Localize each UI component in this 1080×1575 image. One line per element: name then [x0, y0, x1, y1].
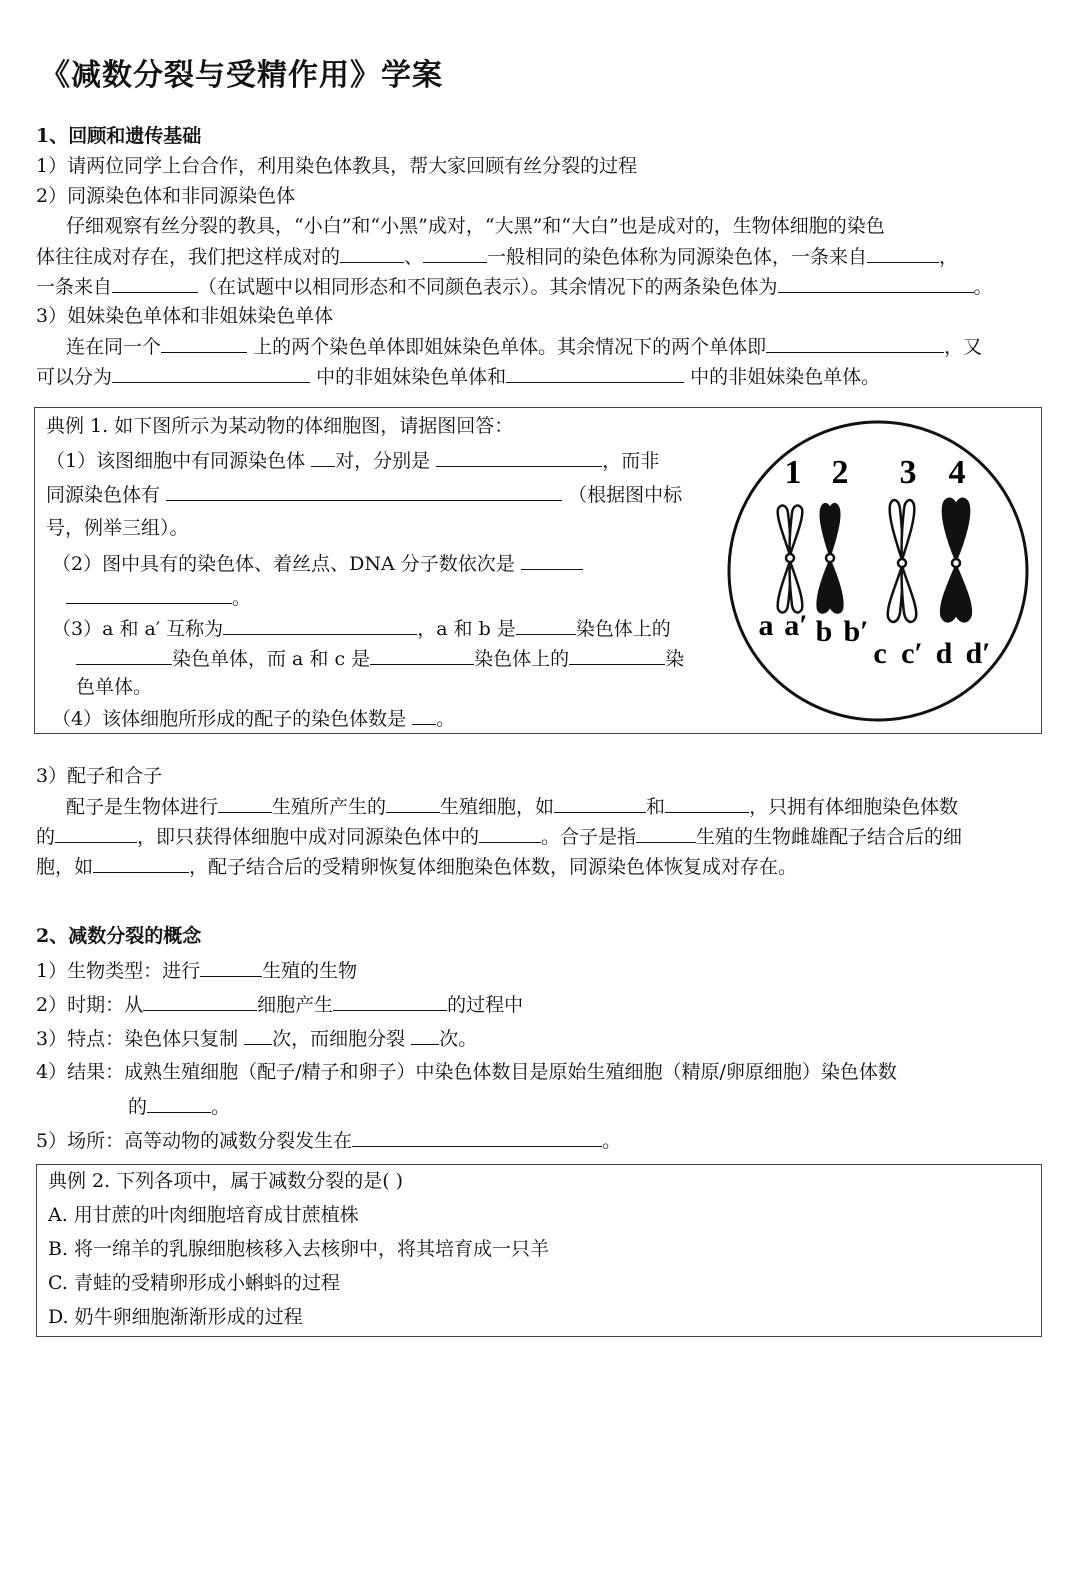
- answer-blank[interactable]: [665, 792, 749, 813]
- chromosome-1: [778, 506, 803, 613]
- text: 上的两个染色单体即姐妹染色单体。其余情况下的两个单体即: [253, 336, 767, 358]
- paragraph: [66, 332, 1044, 361]
- text: ，a 和 b 是: [417, 618, 516, 640]
- chromatid-label: c: [873, 637, 887, 670]
- text: 一条来自: [36, 276, 113, 298]
- answer-blank[interactable]: [778, 272, 974, 293]
- text: 配子是生物体进行: [66, 796, 219, 818]
- answer-blank[interactable]: [112, 272, 198, 293]
- text: 次，而细胞分裂: [272, 1028, 406, 1050]
- text: ，只拥有体细胞染色体数: [749, 796, 959, 818]
- cell-figure: [726, 419, 1030, 723]
- answer-blank[interactable]: [766, 332, 944, 353]
- text: 同源染色体有: [46, 484, 161, 506]
- answer-blank[interactable]: [55, 822, 137, 843]
- paragraph: [36, 852, 1044, 881]
- answer-blank[interactable]: [218, 792, 272, 813]
- subsection-heading: 3）配子和合子: [36, 765, 163, 787]
- answer-blank[interactable]: [569, 644, 665, 665]
- cell-diagram: [726, 419, 1030, 723]
- answer-blank[interactable]: [147, 1092, 211, 1113]
- paragraph: [36, 1024, 1044, 1053]
- chromatid-label: a: [758, 609, 774, 642]
- answer-blank[interactable]: [166, 480, 562, 501]
- text: 。: [973, 276, 993, 298]
- text: ，而非: [602, 450, 660, 472]
- text: 1）生物类型：进行: [36, 960, 201, 982]
- answer-blank[interactable]: [436, 446, 602, 467]
- text: 的: [128, 1096, 148, 1118]
- text: ，即只获得体细胞中成对同源染色体中的: [137, 826, 480, 848]
- chromatid-label: c′: [901, 637, 923, 670]
- text: 、: [404, 246, 424, 268]
- text: 次。: [439, 1028, 478, 1050]
- text: 生殖的生物: [262, 960, 358, 982]
- text: 染色单体，而 a 和 c 是: [172, 648, 371, 670]
- answer-blank[interactable]: [370, 644, 474, 665]
- paragraph: 4）结果：成熟生殖细胞（配子/精子和卵子）中染色体数目是原始生殖细胞（精原/卵原细胞）染色体数: [36, 1061, 897, 1083]
- text: 5）场所：高等动物的减数分裂发生在: [36, 1130, 353, 1152]
- option-a[interactable]: A. 用甘蔗的叶肉细胞培育成甘蔗植株: [48, 1204, 359, 1226]
- paragraph: [128, 1092, 1044, 1121]
- chromosome-3: [888, 500, 917, 622]
- paragraph: 仔细观察有丝分裂的教具，“小白”和“小黑”成对，“大黑”和“大白”也是成对的，生物体细胞的染色: [66, 215, 885, 237]
- paragraph: [66, 792, 1044, 821]
- paragraph: [36, 272, 1044, 301]
- answer-blank[interactable]: [479, 822, 541, 843]
- text: 中的非姐妹染色单体。: [690, 366, 881, 388]
- answer-blank[interactable]: [516, 614, 576, 635]
- question: [66, 583, 251, 612]
- text: 3）特点：染色体只复制: [36, 1028, 239, 1050]
- chromatid-label: a′: [784, 609, 808, 642]
- question: [76, 644, 684, 673]
- answer-blank[interactable]: [244, 1024, 272, 1045]
- chromatid-label: d: [935, 637, 953, 670]
- text: 生殖的生物雌雄配子结合后的细: [696, 826, 963, 848]
- paragraph: [36, 1126, 1044, 1155]
- text: 。: [602, 1130, 622, 1152]
- answer-blank[interactable]: [93, 852, 189, 873]
- text: （在试题中以相同形态和不同颜色表示）。其余情况下的两条染色体为: [198, 276, 778, 298]
- text: （4）该体细胞所形成的配子的染色体数是: [52, 708, 407, 730]
- paragraph: [36, 242, 1044, 271]
- option-b[interactable]: B. 将一绵羊的乳腺细胞核移入去核卵中，将其培育成一只羊: [48, 1238, 550, 1260]
- answer-blank[interactable]: [506, 362, 684, 383]
- cell-membrane: [729, 422, 1027, 720]
- page-title: 《减数分裂与受精作用》学案: [40, 58, 443, 93]
- text: 中的非姐妹染色单体和: [316, 366, 507, 388]
- chromosome-number: 2: [831, 454, 849, 491]
- paragraph: [36, 956, 1044, 985]
- text: 染: [665, 648, 685, 670]
- text: ，配子结合后的受精卵恢复体细胞染色体数，同源染色体恢复成对存在。: [189, 856, 798, 878]
- answer-blank[interactable]: [223, 614, 417, 635]
- paragraph: [36, 990, 1044, 1019]
- text: 。: [436, 708, 456, 730]
- text: （1）该图细胞中有同源染色体: [46, 450, 306, 472]
- chromosome-number: 3: [899, 454, 917, 491]
- answer-blank[interactable]: [636, 822, 696, 843]
- paragraph: [36, 822, 1044, 851]
- answer-blank[interactable]: [412, 704, 436, 725]
- text: 2）时期：从: [36, 994, 144, 1016]
- answer-blank[interactable]: [76, 644, 172, 665]
- text: 染色体上的: [474, 648, 570, 670]
- answer-blank[interactable]: [386, 792, 440, 813]
- chromosome-2: [818, 504, 843, 612]
- chromatid-label: d′: [965, 637, 991, 670]
- answer-blank[interactable]: [340, 242, 404, 263]
- text: （根据图中标: [568, 484, 683, 506]
- option-c[interactable]: C. 青蛙的受精卵形成小蝌蚪的过程: [48, 1272, 340, 1294]
- answer-blank[interactable]: [867, 242, 939, 263]
- chromatid-label: b′: [843, 615, 869, 648]
- text: 胞，如: [36, 856, 94, 878]
- chromosome-4: [941, 499, 971, 622]
- text: 和: [646, 796, 666, 818]
- answer-blank[interactable]: [333, 990, 447, 1011]
- text: 。合子是指: [541, 826, 637, 848]
- text: 的: [36, 826, 56, 848]
- text: 对，分别是: [335, 450, 431, 472]
- section-heading: 1、回顾和遗传基础: [36, 125, 202, 147]
- question: 色单体。: [76, 676, 153, 698]
- text: （2）图中具有的染色体、着丝点、DNA 分子数依次是: [52, 553, 515, 575]
- question: [52, 549, 583, 578]
- answer-blank[interactable]: [161, 332, 247, 353]
- answer-blank[interactable]: [143, 990, 257, 1011]
- answer-blank[interactable]: [200, 956, 262, 977]
- text: （3）a 和 a′ 互称为: [52, 618, 224, 640]
- answer-blank[interactable]: [352, 1126, 602, 1147]
- question: 号，例举三组）。: [46, 517, 189, 539]
- text: 一般相同的染色体称为同源染色体，一条来自: [487, 246, 868, 268]
- answer-blank[interactable]: [411, 1024, 439, 1045]
- option-d[interactable]: D. 奶牛卵细胞渐渐形成的过程: [48, 1306, 303, 1328]
- text: 生殖所产生的: [272, 796, 387, 818]
- text: 体往往成对存在，我们把这样成对的: [36, 246, 341, 268]
- answer-blank[interactable]: [554, 792, 646, 813]
- text: 。: [211, 1096, 231, 1118]
- answer-blank[interactable]: [112, 362, 310, 383]
- example-heading: 典例 2. 下列各项中，属于减数分裂的是( ): [48, 1170, 404, 1192]
- question: [46, 480, 682, 509]
- chromatid-label: b: [815, 615, 833, 648]
- question: [52, 704, 455, 733]
- paragraph: [36, 362, 1044, 391]
- chromosome-number: 1: [784, 454, 802, 491]
- text: ，又: [944, 336, 983, 358]
- chromosome-number: 4: [948, 454, 966, 491]
- question: [52, 614, 671, 643]
- paragraph: 3）姐妹染色单体和非姐妹染色单体: [36, 305, 334, 327]
- text: 连在同一个: [66, 336, 162, 358]
- text: 可以分为: [36, 366, 113, 388]
- text: 。: [232, 587, 252, 609]
- question: [46, 446, 659, 475]
- text: 生殖细胞，如: [440, 796, 555, 818]
- text: ，: [939, 246, 959, 268]
- text: 的过程中: [447, 994, 524, 1016]
- paragraph: 1）请两位同学上台合作，利用染色体教具，帮大家回顾有丝分裂的过程: [36, 155, 638, 177]
- text: 细胞产生: [257, 994, 334, 1016]
- answer-blank[interactable]: [66, 583, 232, 604]
- answer-blank[interactable]: [423, 242, 487, 263]
- answer-blank[interactable]: [311, 446, 335, 467]
- example-heading: 典例 1. 如下图所示为某动物的体细胞图，请据图回答：: [46, 415, 514, 437]
- answer-blank[interactable]: [521, 549, 583, 570]
- section-heading: 2、减数分裂的概念: [36, 925, 202, 947]
- text: 染色体上的: [575, 618, 671, 640]
- paragraph: 2）同源染色体和非同源染色体: [36, 185, 296, 207]
